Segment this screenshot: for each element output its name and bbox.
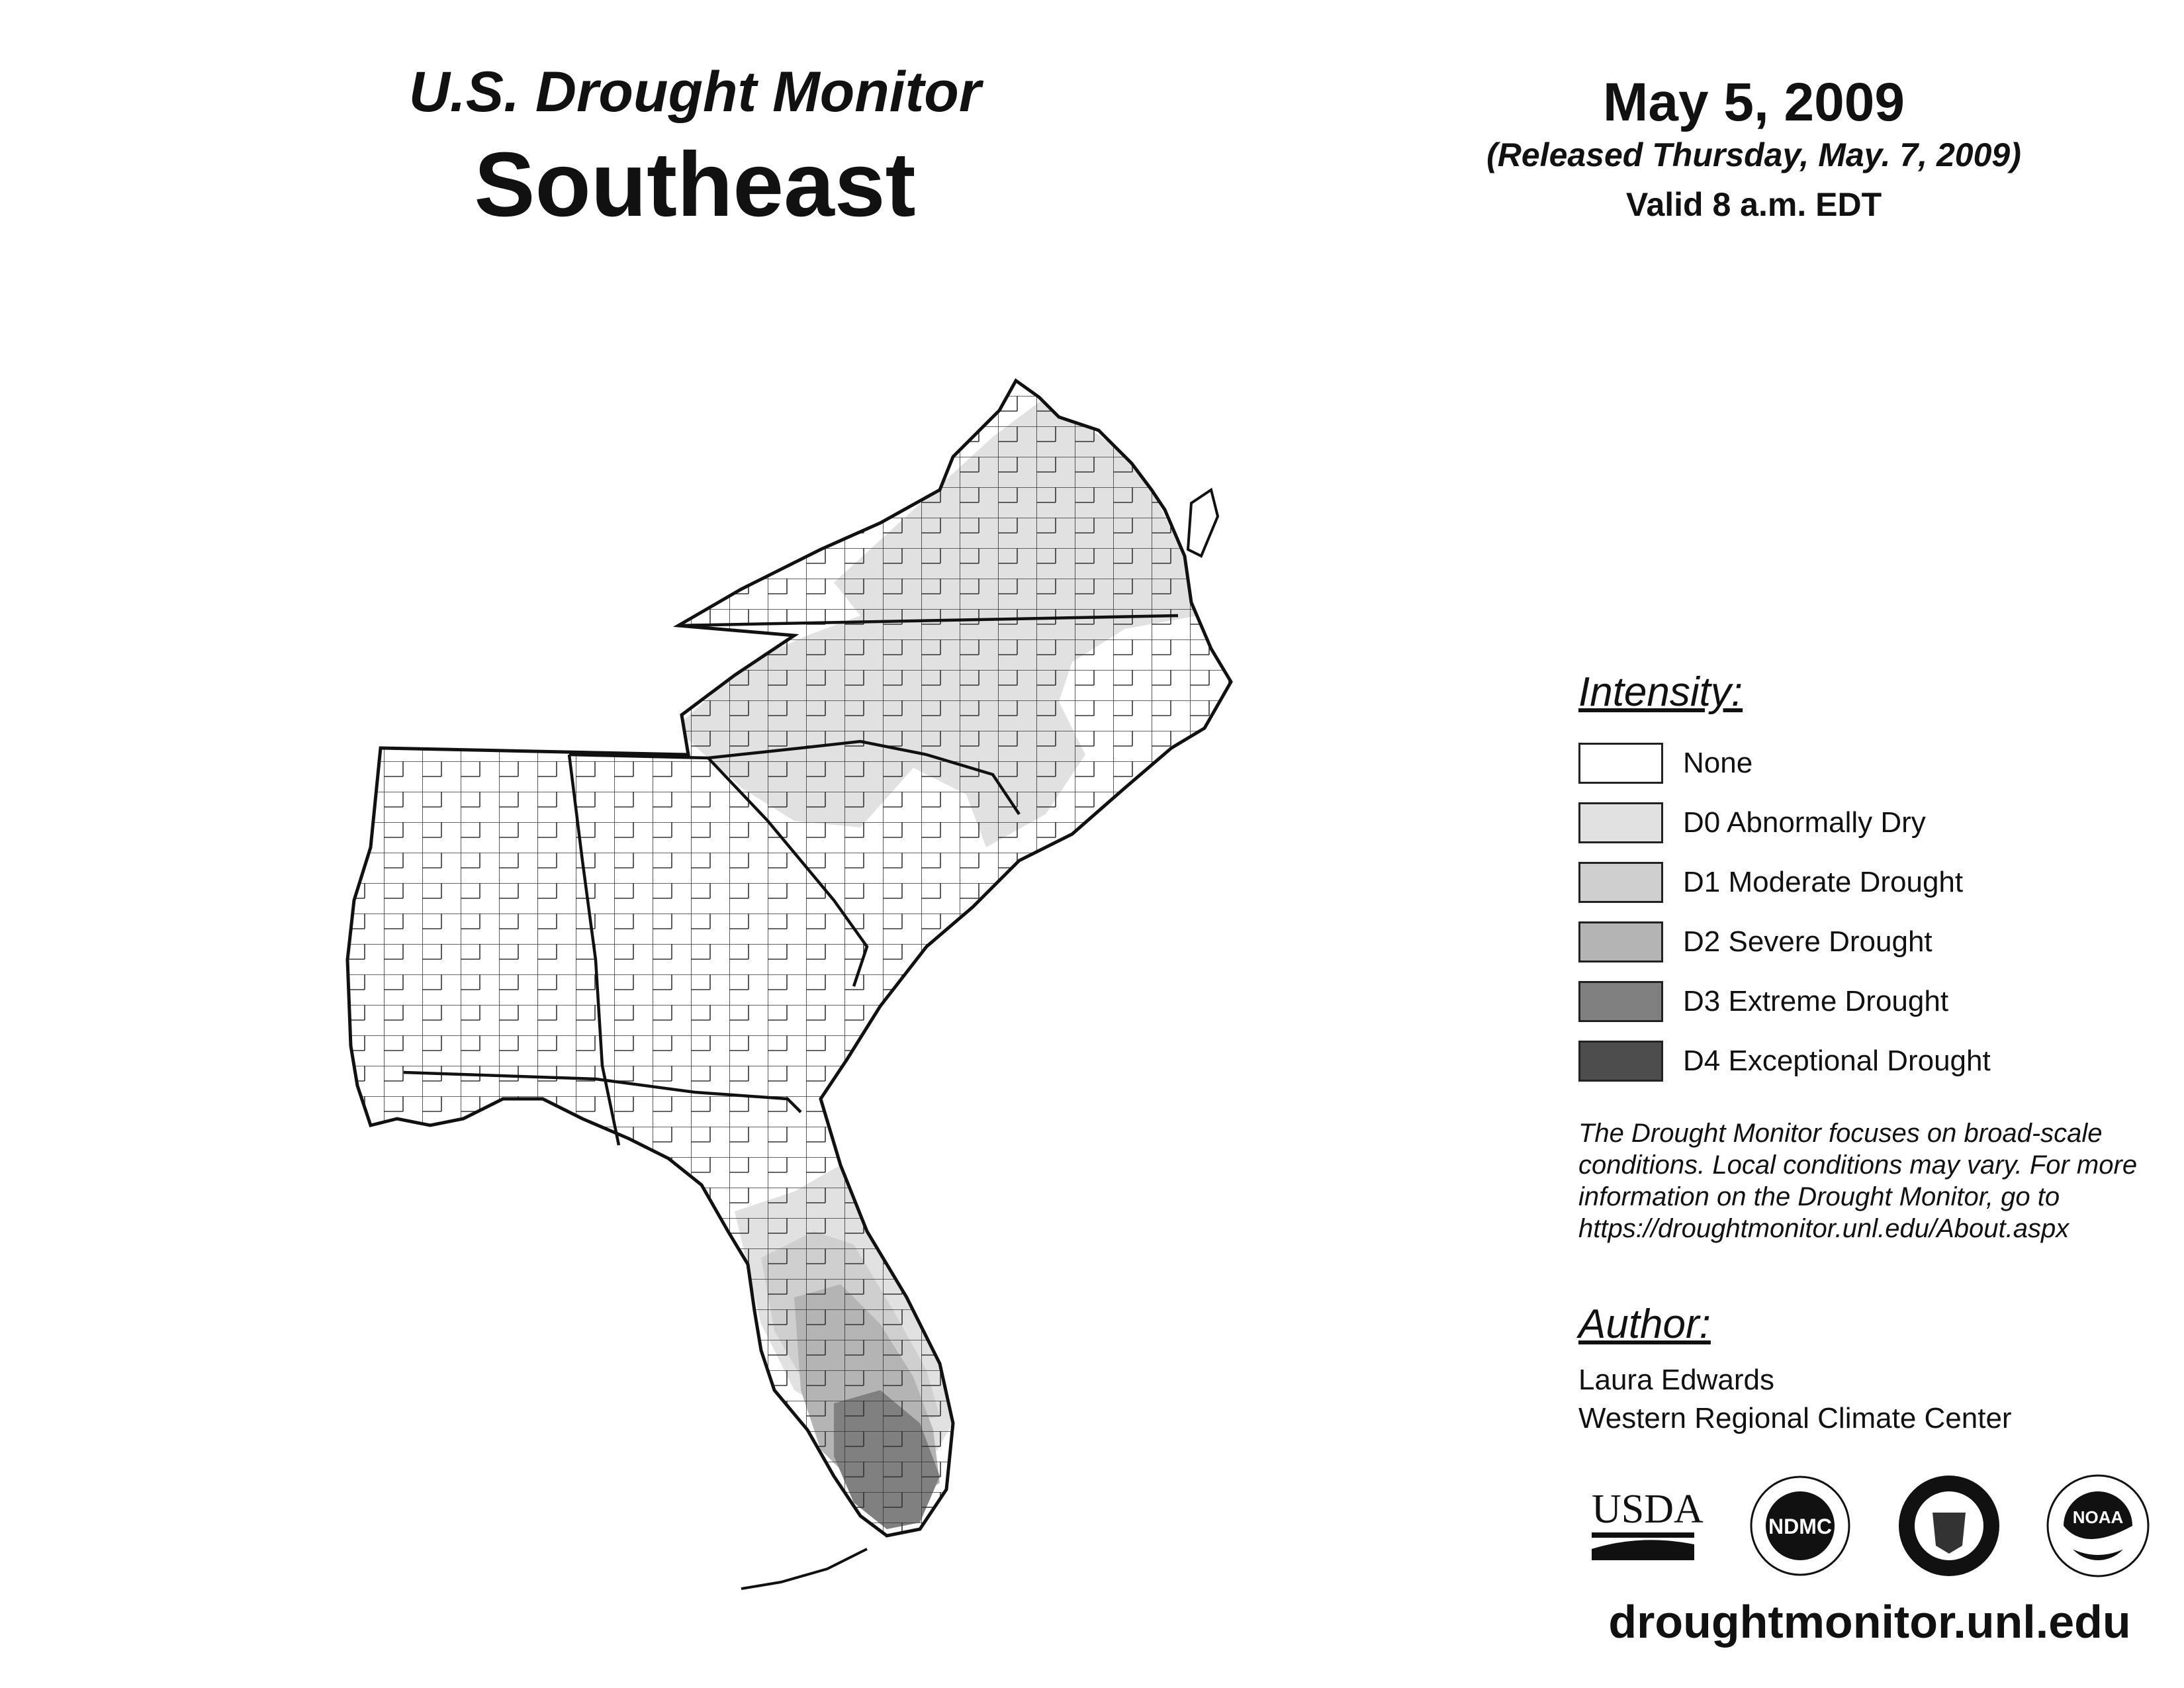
legend-label: D0 Abnormally Dry <box>1683 806 1926 839</box>
florida-keys <box>741 1549 867 1589</box>
legend-swatch <box>1578 802 1663 843</box>
legend-label: D4 Exceptional Drought <box>1683 1045 1991 1077</box>
ndmc-logo-text: NDMC <box>1768 1515 1832 1538</box>
map-date: May 5, 2009 <box>1603 72 1905 132</box>
author-organization: Western Regional Climate Center <box>1578 1402 2012 1434</box>
region-title: Southeast <box>474 134 916 236</box>
legend-title: Intensity: <box>1578 669 1743 715</box>
usda-logo <box>1592 1487 1704 1560</box>
site-url[interactable]: droughtmonitor.unl.edu <box>1608 1596 2131 1648</box>
county-boundaries <box>331 371 1257 1562</box>
eastern-shore-outline <box>1188 490 1218 556</box>
legend-label: None <box>1683 747 1753 779</box>
legend-swatch <box>1578 743 1663 784</box>
legend-label: D1 Moderate Drought <box>1683 866 1964 898</box>
legend-row <box>1578 801 1926 845</box>
legend-swatch <box>1578 921 1663 962</box>
release-date: (Released Thursday, May. 7, 2009) <box>1486 136 2021 173</box>
program-title: U.S. Drought Monitor <box>408 60 981 124</box>
doc-seal <box>1899 1476 1999 1576</box>
legend-swatch <box>1578 862 1663 903</box>
disclaimer-text: The Drought Monitor focuses on broad-scale conditions. Local conditions may vary. For more information on the Drought Monitor, go to https://droughtmonitor.unl.edu/About.aspx <box>1578 1119 2138 1243</box>
legend-swatch <box>1578 981 1663 1022</box>
legend-row <box>1578 741 1752 785</box>
noaa-logo <box>2048 1476 2148 1576</box>
legend-swatch <box>1578 1041 1663 1082</box>
author-title: Author: <box>1578 1301 1711 1347</box>
legend-label: D3 Extreme Drought <box>1683 985 1949 1017</box>
valid-time: Valid 8 a.m. EDT <box>1625 186 1882 223</box>
legend-row <box>1578 1039 1991 1083</box>
ndmc-logo <box>1751 1477 1849 1575</box>
legend-row <box>1578 980 1948 1023</box>
author-name: Laura Edwards <box>1578 1364 1774 1396</box>
legend-row <box>1578 920 1933 964</box>
legend-label: D2 Severe Drought <box>1683 925 1933 958</box>
usda-logo-text: USDA <box>1592 1487 1704 1532</box>
legend-row <box>1578 861 1963 904</box>
agency-logos <box>1588 1473 2151 1579</box>
noaa-logo-text: NOAA <box>2072 1507 2124 1527</box>
